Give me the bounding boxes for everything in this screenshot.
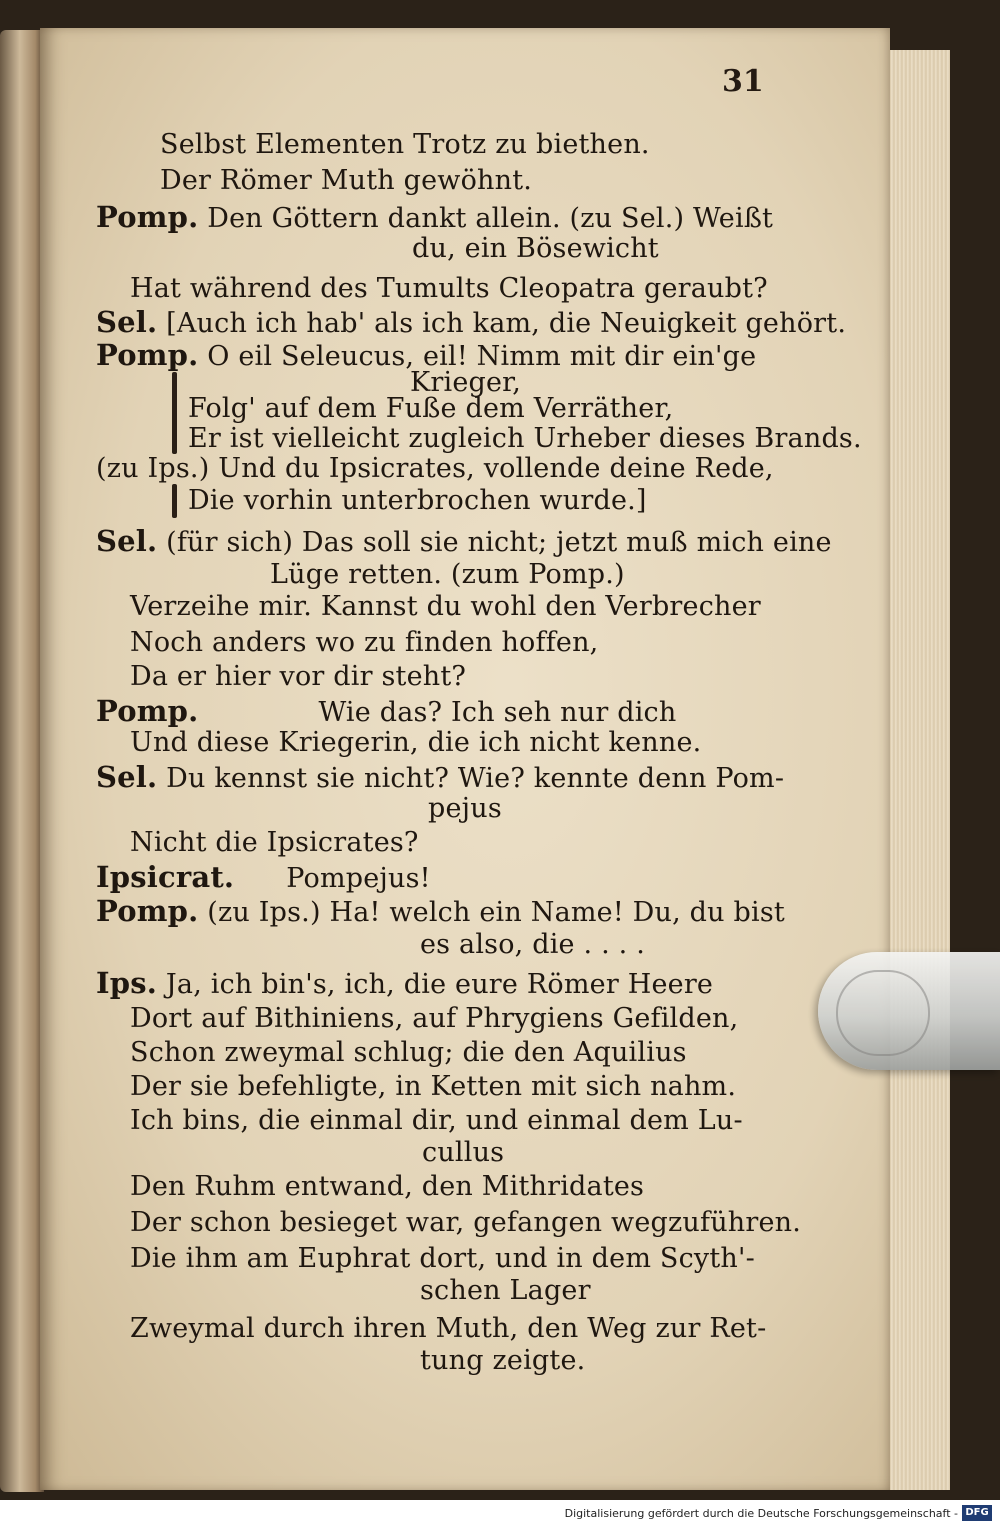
speaker-name: Sel. bbox=[96, 524, 158, 558]
text-line: Er ist vielleicht zugleich Urheber dieses Brands. bbox=[188, 423, 862, 454]
text-line: (zu Ips.) Und du Ipsicrates, vollende deine Rede, bbox=[96, 453, 774, 484]
text-line: pejus bbox=[428, 793, 502, 824]
text-line: Ich bins, die einmal dir, und einmal dem Lu- bbox=[130, 1105, 743, 1136]
speaker-name: Ips. bbox=[96, 966, 158, 1000]
speaker-name: Sel. bbox=[96, 760, 158, 794]
text-line: Dort auf Bithiniens, auf Phrygiens Gefilden, bbox=[130, 1003, 739, 1034]
text-line: Lüge retten. (zum Pomp.) bbox=[270, 559, 625, 590]
text-line: du, ein Bösewicht bbox=[412, 233, 659, 264]
text-line: Selbst Elementen Trotz zu biethen. bbox=[160, 129, 650, 160]
text-line: Verzeihe mir. Kannst du wohl den Verbrecher bbox=[130, 591, 761, 622]
footer-credit: Digitalisierung gefördert durch die Deutsche Forschungsgemeinschaft - bbox=[564, 1507, 958, 1520]
text-line: Pomp. Den Göttern dankt allein. (zu Sel.) Weißt bbox=[96, 200, 774, 234]
text-line: Und diese Kriegerin, die ich nicht kenne. bbox=[130, 727, 702, 758]
text-line: Sel. (für sich) Das soll sie nicht; jetzt muß mich eine bbox=[96, 524, 832, 558]
page-number: 31 bbox=[722, 64, 764, 99]
text-line: Pomp. (zu Ips.) Ha! welch ein Name! Du, du bist bbox=[96, 894, 785, 928]
text-line: Noch anders wo zu finden hoffen, bbox=[130, 627, 599, 658]
bracket-mark bbox=[172, 484, 177, 518]
dfg-logo: DFG bbox=[962, 1505, 992, 1521]
text-line: Hat während des Tumults Cleopatra geraubt? bbox=[130, 273, 768, 304]
text-line: Nicht die Ipsicrates? bbox=[130, 827, 419, 858]
text-line: Da er hier vor dir steht? bbox=[130, 661, 467, 692]
text-line: Folg' auf dem Fuße dem Verräther, bbox=[188, 393, 674, 424]
speaker-name: Pomp. bbox=[96, 200, 199, 234]
text-line: Die ihm am Euphrat dort, und in dem Scyth'- bbox=[130, 1243, 755, 1274]
text-line: Sel. [Auch ich hab' als ich kam, die Neuigkeit gehört. bbox=[96, 305, 847, 339]
footer-bar bbox=[0, 1500, 1000, 1528]
text-line: Die vorhin unterbrochen wurde.] bbox=[188, 485, 647, 516]
text-line: cullus bbox=[422, 1137, 505, 1168]
text-line: Der sie befehligte, in Ketten mit sich nahm. bbox=[130, 1071, 737, 1102]
text-line: Ipsicrat. Pompejus! bbox=[96, 860, 431, 894]
text-line: Der schon besieget war, gefangen wegzuführen. bbox=[130, 1207, 802, 1238]
text-line: es also, die . . . . bbox=[420, 929, 645, 960]
speaker-name: Ipsicrat. bbox=[96, 860, 235, 894]
speaker-name: Pomp. bbox=[96, 694, 199, 728]
text-line: Den Ruhm entwand, den Mithridates bbox=[130, 1171, 645, 1202]
text-line: Zweymal durch ihren Muth, den Weg zur Ret- bbox=[130, 1313, 767, 1344]
text-line: Ips. Ja, ich bin's, ich, die eure Römer Heere bbox=[96, 966, 714, 1000]
text-line: Der Römer Muth gewöhnt. bbox=[160, 165, 533, 196]
speaker-name: Sel. bbox=[96, 305, 158, 339]
text-line: tung zeigte. bbox=[420, 1345, 586, 1376]
text-line: schen Lager bbox=[420, 1275, 591, 1306]
text-line: Pomp. Wie das? Ich seh nur dich bbox=[96, 694, 677, 728]
speaker-name: Pomp. bbox=[96, 338, 199, 372]
page-clip bbox=[818, 952, 1000, 1070]
text-line: Sel. Du kennst sie nicht? Wie? kennte denn Pom- bbox=[96, 760, 785, 794]
text-line: Krieger, bbox=[410, 367, 522, 398]
left-page-edge bbox=[0, 30, 44, 1492]
page-stack-edge bbox=[880, 50, 950, 1490]
text-line: Pomp. O eil Seleucus, eil! Nimm mit dir ein'ge bbox=[96, 338, 757, 372]
bracket-mark bbox=[172, 372, 177, 454]
speaker-name: Pomp. bbox=[96, 894, 199, 928]
text-line: Schon zweymal schlug; die den Aquilius bbox=[130, 1037, 687, 1068]
